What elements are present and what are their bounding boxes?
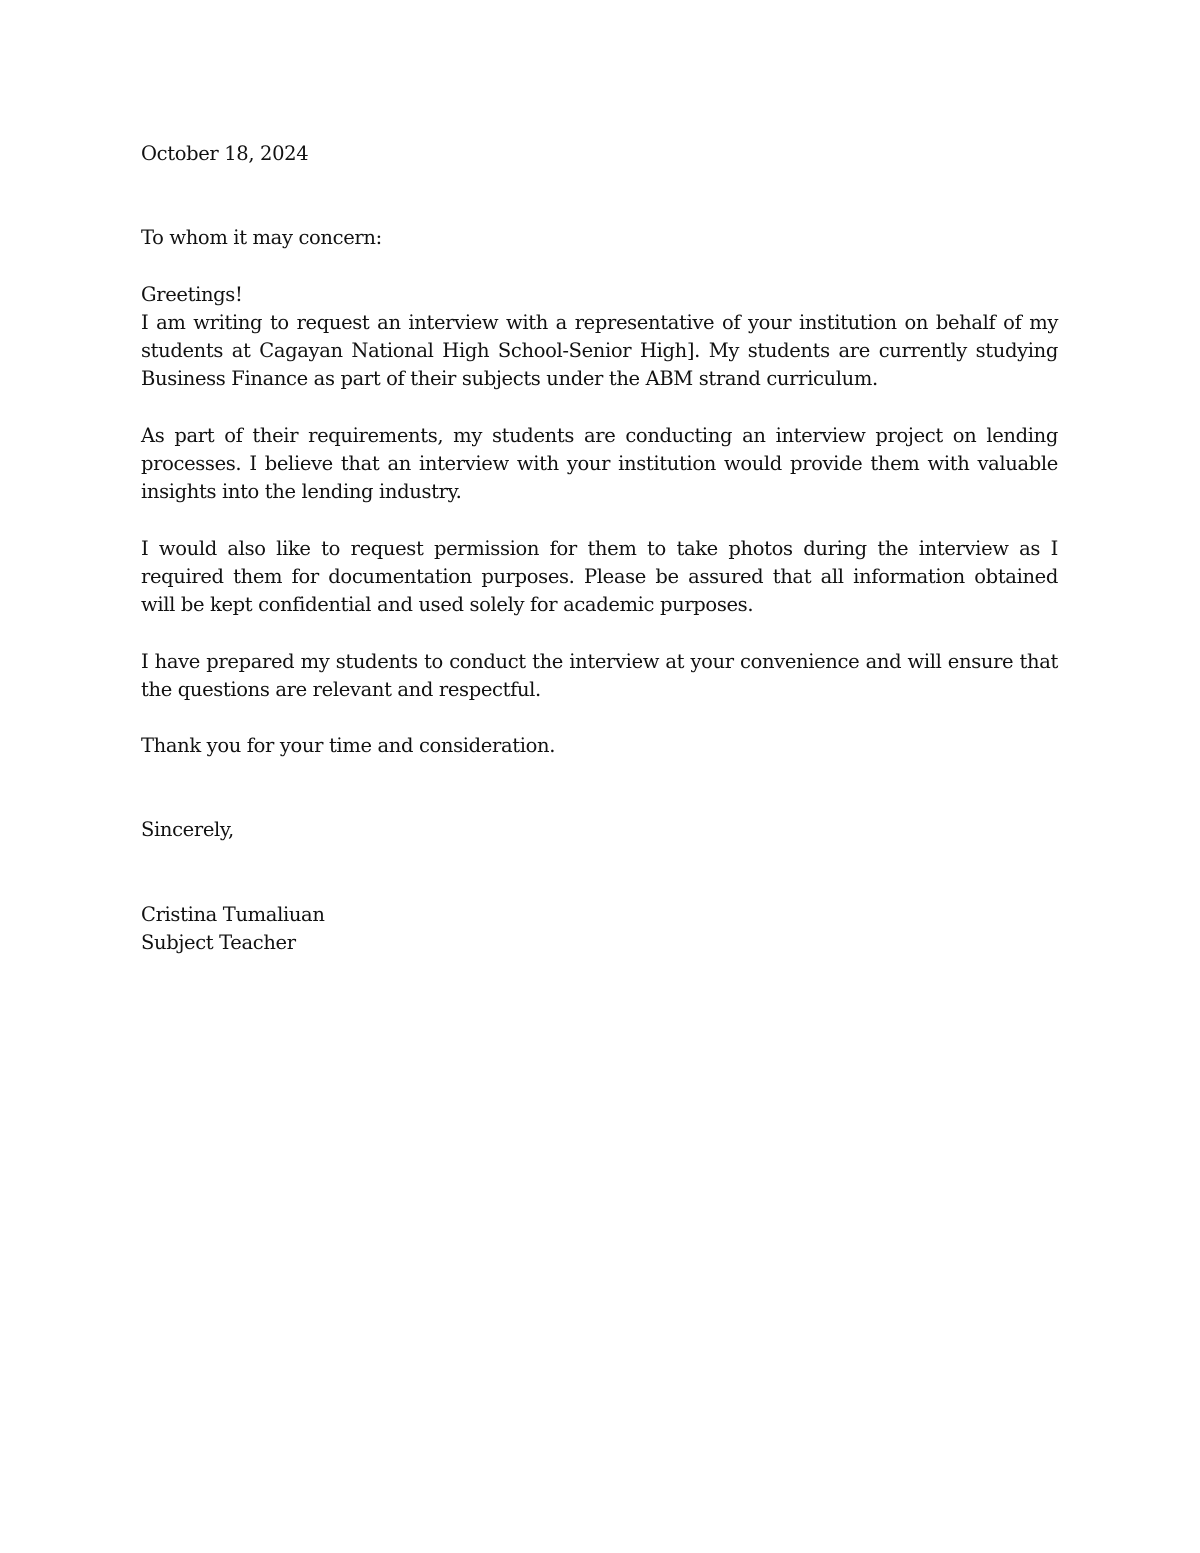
paragraph-permission: I would also like to request permission for them to take photos during the interview as I required them for documentation purposes. Please be assured that all information obtained will be kept confidential and used solely for academic purposes. [141, 536, 1058, 617]
paragraph-requirements: As part of their requirements, my students are conducting an interview project on lending processes. I believe that an interview with your institution would provide them with valuable insights into the lending industry. [141, 423, 1058, 504]
signer-name: Cristina Tumaliuan [141, 902, 325, 926]
letter-closing: Sincerely, [141, 818, 234, 842]
signer-title: Subject Teacher [141, 931, 296, 955]
letter-date: October 18, 2024 [141, 142, 309, 165]
paragraph-request: I am writing to request an interview with a representative of your institution on behalf of my students at Cagayan National High School-Senior High]. My students are currently studying Business Finance as part of their subjects under the ABM strand curriculum. [141, 310, 1058, 391]
letter-salutation: To whom it may concern: [141, 226, 382, 250]
letter-body [141, 140, 1058, 957]
paragraph-preparation: I have prepared my students to conduct the interview at your convenience and will ensure that the questions are relevant and respectful. [141, 649, 1058, 701]
letter-greeting: Greetings! [141, 282, 243, 306]
paragraph-thanks: Thank you for your time and consideration. [141, 734, 556, 758]
